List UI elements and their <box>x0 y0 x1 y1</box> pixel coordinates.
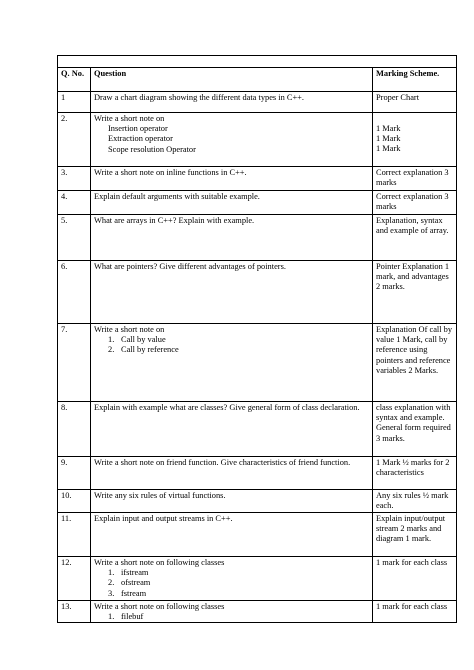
question-text: Write a short note on <box>94 114 165 123</box>
row-question: Write a short note on inline functions in C++. <box>91 167 373 191</box>
row-marking <box>373 113 457 167</box>
list-item: 1. ifstream <box>108 568 149 578</box>
sub-item: Insertion operator <box>108 124 168 134</box>
row-question: Write a short note on friend function. Give characteristics of friend function. <box>91 457 373 490</box>
question-text: Write a short note on following classes <box>94 602 225 611</box>
table-row <box>58 191 457 215</box>
mark-line: 1 Mark <box>376 144 401 154</box>
header-marking-scheme: Marking Scheme. <box>373 68 457 92</box>
row-marking: Proper Chart <box>373 92 457 113</box>
row-question: Explain input and output streams in C++. <box>91 513 373 557</box>
row-question: Explain with example what are classes? Give general form of class declaration. <box>91 402 373 457</box>
table-row <box>58 601 457 623</box>
row-number: 4. <box>58 191 91 215</box>
row-number: 10. <box>58 490 91 513</box>
row-question: Write any six rules of virtual functions. <box>91 490 373 513</box>
row-marking: Correct explanation 3 marks <box>373 191 457 215</box>
sub-item: Scope resolution Operator <box>108 144 196 154</box>
table-row <box>58 490 457 513</box>
row-marking: 1 mark for each class <box>373 557 457 601</box>
list-item: 3. fstream <box>108 588 147 598</box>
table-row <box>58 324 457 402</box>
table-row <box>58 92 457 113</box>
row-question: What are pointers? Give different advantages of pointers. <box>91 261 373 324</box>
list-item: 2. Call by reference <box>108 345 179 355</box>
row-question: What are arrays in C++? Explain with example. <box>91 215 373 261</box>
row-number: 2. <box>58 113 91 167</box>
table-row <box>58 557 457 601</box>
row-marking: 1 mark for each class <box>373 601 457 623</box>
mark-line: 1 Mark <box>376 134 401 144</box>
header-question: Question <box>91 68 373 92</box>
row-marking: 1 Mark ½ marks for 2 characteristics <box>373 457 457 490</box>
row-marking: Explain input/output stream 2 marks and diagram 1 mark. <box>373 513 457 557</box>
table-row <box>58 513 457 557</box>
row-number: 11. <box>58 513 91 557</box>
row-question: Explain default arguments with suitable example. <box>91 191 373 215</box>
row-number: 7. <box>58 324 91 402</box>
row-number: 9. <box>58 457 91 490</box>
row-marking: Pointer Explanation 1 mark, and advantages 2 marks. <box>373 261 457 324</box>
sub-item: Extraction operator <box>108 134 173 144</box>
row-question <box>91 113 373 167</box>
question-text: Write a short note on following classes <box>94 558 225 567</box>
row-question <box>91 557 373 601</box>
table-header-row <box>58 68 457 92</box>
row-number: 3. <box>58 167 91 191</box>
row-question <box>91 601 373 623</box>
header-qno: Q. No. <box>58 68 91 92</box>
mark-line: 1 Mark <box>376 124 401 133</box>
row-marking: Explanation, syntax and example of array. <box>373 215 457 261</box>
list-item: 1. filebuf <box>108 612 144 622</box>
list-item: 1. Call by value <box>108 335 166 345</box>
question-text: Write a short note on <box>94 325 165 334</box>
row-marking: class explanation with syntax and example. General form required 3 marks. <box>373 402 457 457</box>
table-row <box>58 215 457 261</box>
table-row <box>58 402 457 457</box>
table-top-blank-row <box>58 56 457 68</box>
marking-scheme-table <box>57 55 457 623</box>
row-number: 8. <box>58 402 91 457</box>
list-item: 2. ofstream <box>108 578 151 588</box>
row-marking: Any six rules ½ mark each. <box>373 490 457 513</box>
table-row <box>58 113 457 167</box>
table-row <box>58 167 457 191</box>
table-row <box>58 457 457 490</box>
row-question: Draw a chart diagram showing the different data types in C++. <box>91 92 373 113</box>
row-marking: Explanation Of call by value 1 Mark, call by reference using pointers and reference variables 2 Marks. <box>373 324 457 402</box>
table-row <box>58 261 457 324</box>
row-question <box>91 324 373 402</box>
row-marking: Correct explanation 3 marks <box>373 167 457 191</box>
row-number: 1 <box>58 92 91 113</box>
row-number: 13. <box>58 601 91 623</box>
row-number: 5. <box>58 215 91 261</box>
row-number: 6. <box>58 261 91 324</box>
row-number: 12. <box>58 557 91 601</box>
